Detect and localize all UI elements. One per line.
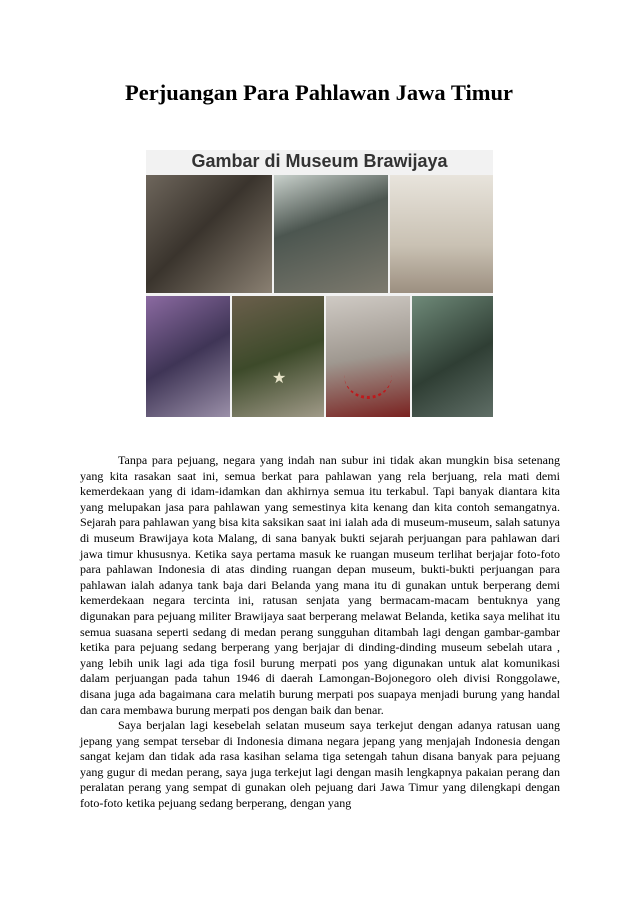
paragraph-text: Tanpa para pejuang, negara yang indah nan subur ini tidak akan mungkin bisa setenang yang kita rasakan saat ini, semua berkat para pahlawan yang rela berjuang, rela mati demi kemerdekaan yang di idam-idamkan dan akhirnya semua itu terkabul. Tapi banyak diantara kita yang melupakan jasa para pahlawan yang semestinya kita kenang dan kita contoh semangatnya. Sejarah para pahlawan yang bisa kita saksikan saat ini ialah ada di museum-museum, salah satunya di museum Brawijaya kota Malang, di sana banyak bukti sejarah perjuangan para pahlawan dari jawa timur khususnya. Ketika saya pertama masuk ke ruangan museum terlihat berjajar foto-foto para pahlawan Indonesia di atas dinding ruangan depan museum, bukti-bukti perjuangan para pahlawan ialah adanya tank baja dari Belanda yang mana itu di gunakan untuk berperang demi kemerdekaan negara tercinta ini, ratusan senjata yang bermacam-macam bentuknya yang digunakan para pejuang militer Brawijaya saat berperang melawat Belanda, ketika saya melihat itu semua suasana seperti sedang di medan perang sungguhan ditambah lagi dengan gambar-gambar ketika para pejuang sedang berperang yang berjajar di dinding-dinding museum sebelah utara , yang lebih unik lagi ada tiga fosil burung merpati pos yang digunakan untuk alat komunikasi dalam perjuangan pada tahun 1946 di daerah Lamongan-Bojonegoro oleh divisi Ronggolawe, disana juga ada bagaimana cara melatih burung merpati pos suapaya menjadi burung yang handal dan cara membawa burung merpati pos dengan baik dan benar. xyxy=(80,453,560,717)
photo-chair-artifacts xyxy=(146,175,272,293)
photo-uniform xyxy=(412,296,493,417)
photo-binoculars xyxy=(146,296,230,417)
paragraph-1 xyxy=(80,453,560,718)
star-icon: ★ xyxy=(272,370,287,387)
photo-military-cap xyxy=(232,296,324,417)
photo-collage xyxy=(146,150,493,417)
paragraph-text: Saya berjalan lagi kesebelah selatan museum saya terkejut dengan adanya ratusan uang jepang yang sempat tersebar di Indonesia dimana negara jepang yang menjajah Indonesia dengan sangat kejam dan tidak ada rasa kasihan selama tiga setengah tahun disana banyak para pejuang yang gugur di medan perang, saya juga terkejut lagi dengan masih lengkapnya pakaian perang dan peralatan perang yang sempat di gunakan oleh pejuang dari Jawa Timur yang dilengkapi dengan foto-foto ketika pejuang sedang berperang, dengan yang xyxy=(80,718,560,810)
photo-wall-rifles xyxy=(390,175,493,293)
photo-vintage-car xyxy=(274,175,388,293)
collage-caption: Gambar di Museum Brawijaya xyxy=(191,151,448,171)
document-title: Perjuangan Para Pahlawan Jawa Timur xyxy=(125,80,513,105)
chain-barrier xyxy=(344,356,392,399)
photo-exhibit-rope xyxy=(326,296,410,417)
paragraph-2 xyxy=(80,718,560,812)
